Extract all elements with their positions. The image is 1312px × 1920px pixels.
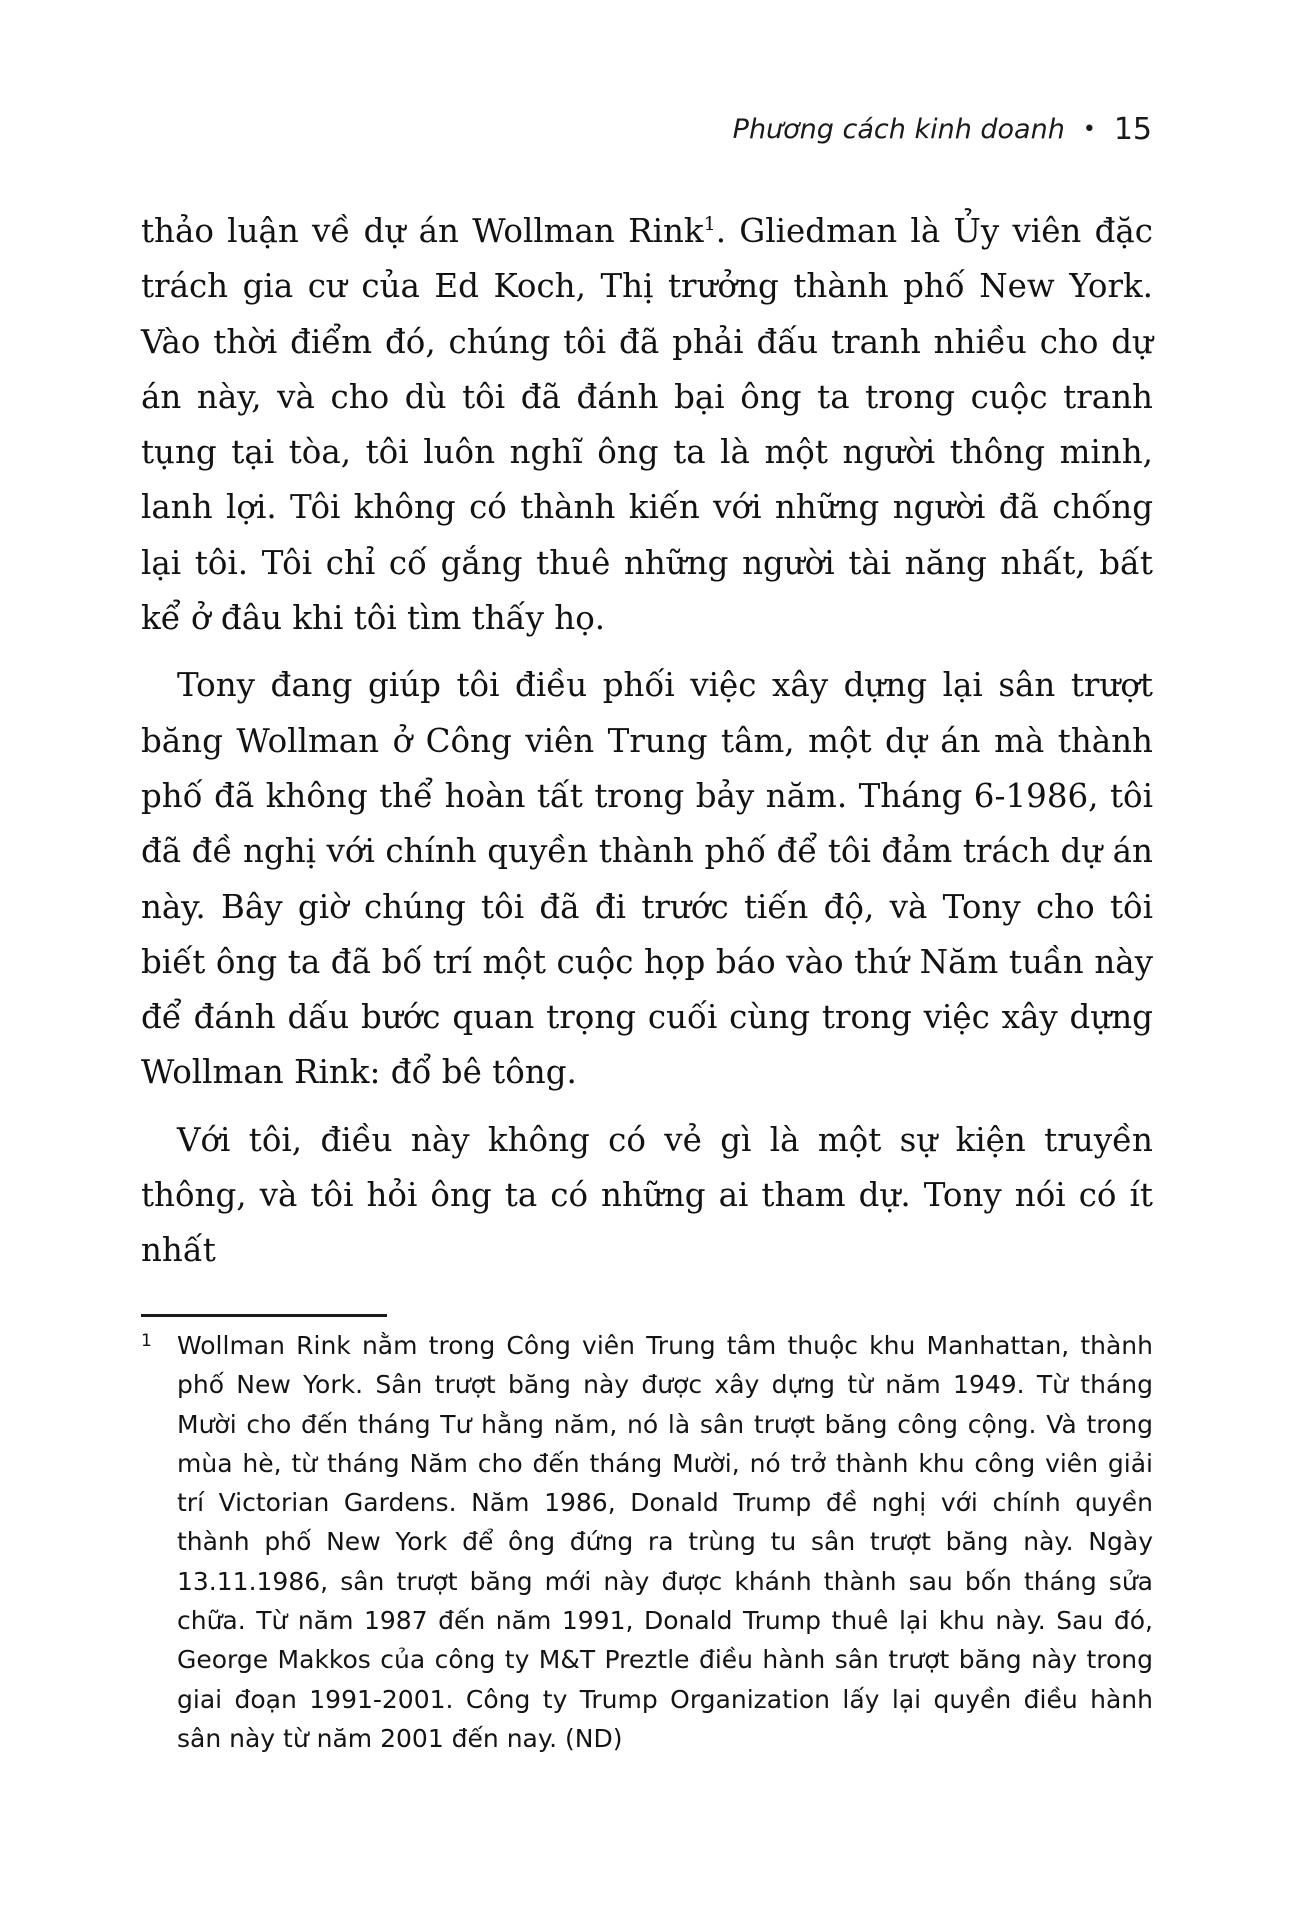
paragraph-3: Với tôi, điều này không có vẻ gì là một sự kiện truyền thông, và tôi hỏi ông ta có những ai tham dự. Tony nói có ít nhất — [141, 1120, 1153, 1270]
footnote-reference: 1 — [703, 213, 716, 236]
running-title: Phương cách kinh doanh — [732, 114, 1065, 145]
footnote-marker: 1 — [141, 1331, 152, 1351]
body-text — [141, 204, 1153, 1279]
footnote-text: Wollman Rink nằm trong Công viên Trung tâm thuộc khu Manhattan, thành phố New York. Sân trượt băng này được xây dựng từ năm 1949. Từ tháng Mười cho đến tháng Tư hằng năm, nó là sân trượt băng công cộng. Và trong mùa hè, từ tháng Năm cho đến tháng Mười, nó trở thành khu công viên giải trí Victorian Gardens. Năm 1986, Donald Trump đề nghị với chính quyền thành phố New York để ông đứng ra trùng tu sân trượt băng này. Ngày 13.11.1986, sân trượt băng mới này được khánh thành sau bốn tháng sửa chữa. Từ năm 1987 đến năm 1991, Donald Trump thuê lại khu này. Sau đó, George Makkos của công ty M&T Preztle điều hành sân trượt băng này trong giai đoạn 1991-2001. Công ty Trump Organization lấy lại quyền điều hành sân này từ năm 2001 đến nay. (ND) — [177, 1331, 1153, 1753]
footnote — [141, 1326, 1153, 1758]
paragraph-1 — [141, 204, 1153, 646]
paragraph-2: Tony đang giúp tôi điều phối việc xây dựng lại sân trượt băng Wollman ở Công viên Trung tâm, một dự án mà thành phố đã không thể hoàn tất trong bảy năm. Tháng 6-1986, tôi đã đề nghị với chính quyền thành phố để tôi đảm trách dự án này. Bây giờ chúng tôi đã đi trước tiến độ, và Tony cho tôi biết ông ta đã bố trí một cuộc họp báo vào thứ Năm tuần này để đánh dấu bước quan trọng cuối cùng trong việc xây dựng Wollman Rink: đổ bê tông. — [141, 666, 1153, 1092]
paragraph-1-start: thảo luận về dự án Wollman Rink — [141, 212, 704, 250]
footnote-divider — [141, 1314, 387, 1317]
running-header — [733, 112, 1152, 147]
page-number: 15 — [1113, 112, 1152, 147]
header-separator: • — [1082, 116, 1096, 142]
paragraph-1-rest: . Gliedman là Ủy viên đặc trách gia cư của Ed Koch, Thị trưởng thành phố New York. Vào thời điểm đó, chúng tôi đã phải đấu tranh nhiều cho dự án này, và cho dù tôi đã đánh bại ông ta trong cuộc tranh tụng tại tòa, tôi luôn nghĩ ông ta là một người thông minh, lanh lợi. Tôi không có thành kiến với những người đã chống lại tôi. Tôi chỉ cố gắng thuê những người tài năng nhất, bất kể ở đâu khi tôi tìm thấy họ. — [141, 212, 1153, 638]
